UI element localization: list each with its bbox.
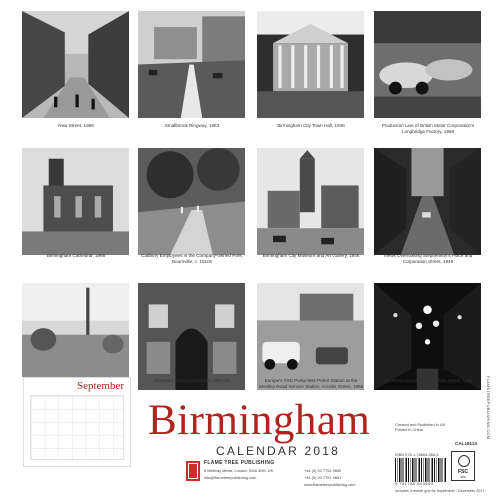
mini-calendar — [23, 377, 131, 467]
barcode-icon — [395, 458, 447, 482]
calendar-subtitle: CALENDAR 2018 — [216, 444, 340, 458]
photo-stephensons-place — [374, 148, 481, 255]
fsc-logo-icon — [451, 451, 475, 481]
side-website-text: FLAMETREEPUBLISHING.COM — [486, 376, 491, 440]
publisher-web: www.flametreepublishing.com — [304, 482, 356, 487]
photo-cathedral — [22, 148, 129, 255]
photo-new-street — [22, 11, 129, 118]
calendar-title: Birmingham — [148, 397, 371, 444]
grid-footnote: Includes 4-month grid for September - December 2017 — [395, 489, 485, 493]
created-info: Created and Published in UK — [395, 422, 446, 427]
fsc-label: FSC — [458, 469, 468, 475]
photo-law-courts — [138, 283, 245, 390]
photo-town-hall — [257, 11, 364, 118]
photo-cadbury-park — [138, 148, 245, 255]
printed-info: Printed in China — [395, 427, 423, 432]
photo-caption: Birmingham City Town Hall, 1946 — [277, 123, 345, 128]
fsc-sub-label: MIX — [460, 475, 466, 479]
photo-smallbrook-ringway — [138, 11, 245, 118]
photo-caption: Entrance to the Law Courts, 1902-03 — [154, 378, 230, 383]
photo-caption: Smallbrook Ringway, 1963 — [164, 123, 220, 128]
photo-petrol-station — [257, 283, 364, 390]
photo-caption: Europe's First Pump-less Petrol Station at the Westley Road Service Station, Acocks Green, 1968 — [258, 378, 364, 389]
photo-christmas-decorations — [374, 283, 481, 390]
publisher-info — [186, 460, 376, 492]
calendar-code: CAL18113 — [455, 441, 477, 446]
photo-caption: Production Line of British Motor Corporation's Longbridge Factory, 1958 — [381, 123, 475, 134]
photo-caption: Christmas Decorations on New Street, 1966 — [383, 378, 473, 383]
photo-caption: Cadbury Employees in the Company-owned Park, Bournville, c. 1910s — [141, 253, 243, 264]
photo-caption: Views Overlooking Stephenson's Place and Corporation Street, 1946 — [383, 253, 473, 264]
photo-longbridge-factory — [374, 11, 481, 118]
photo-calendar-month-image — [22, 283, 129, 377]
publisher-name: FLAME TREE PUBLISHING — [204, 460, 275, 466]
photo-caption: Birmingham Cathedral, 1966 — [46, 253, 106, 258]
isbn-text: ISBN 978-1-78664-366-3 — [395, 452, 439, 457]
publisher-address: 6 Melbray Mews, London SW6 3NS, UK — [204, 468, 274, 473]
photo-museum-art-gallery — [257, 148, 364, 255]
mini-calendar-grid — [30, 395, 124, 460]
publisher-phone-2: +44 (0) 20 7751 9651 — [304, 475, 342, 480]
publisher-phone-1: +44 (0) 20 7751 9650 — [304, 468, 342, 473]
photo-caption: Birmingham City Museum and Art Gallery, 1946 — [262, 253, 360, 258]
photo-caption: New Street, 1966 — [58, 123, 94, 128]
publisher-email: info@flametreepublishing.com — [204, 475, 257, 480]
barcode-number: 9 781786 643663 — [395, 482, 434, 486]
mini-calendar-month: September — [76, 380, 124, 392]
flame-tree-logo-icon — [186, 461, 200, 481]
